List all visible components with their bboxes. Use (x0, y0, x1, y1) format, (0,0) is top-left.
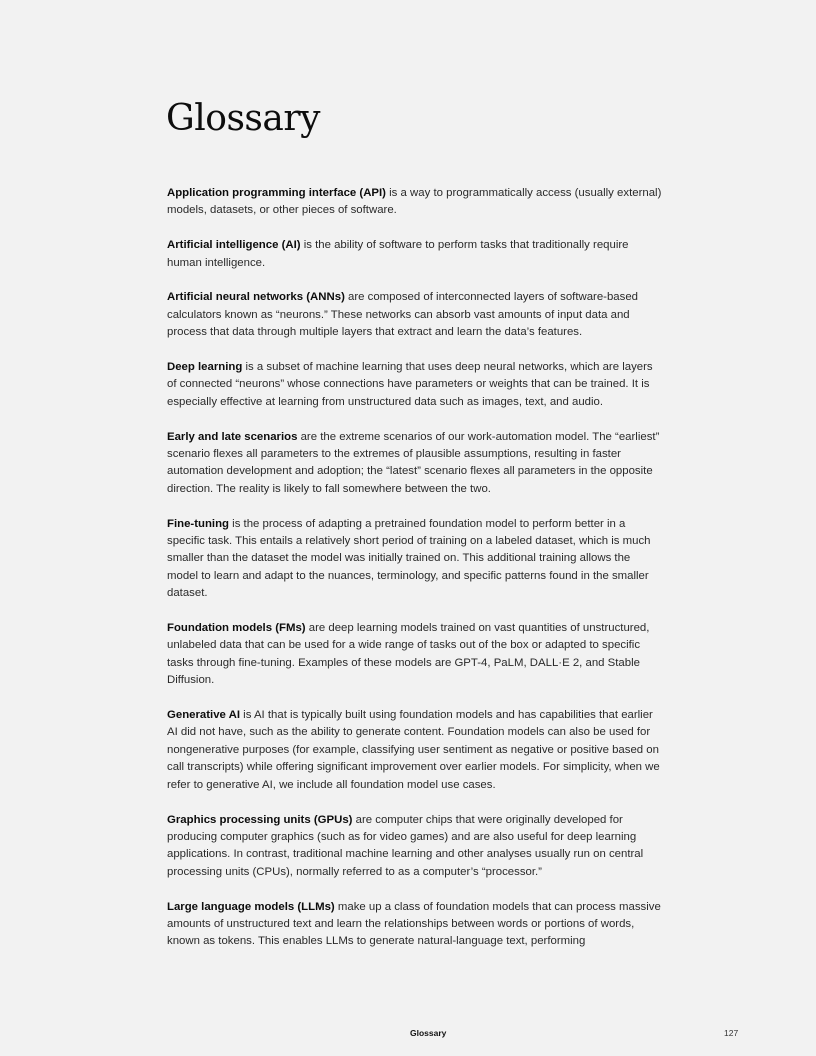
glossary-term: Graphics processing units (GPUs) (167, 813, 353, 826)
glossary-definition: is the ability of software to perform tasks that traditionally require human intelligence. (167, 239, 629, 269)
footer-section-label: Glossary (410, 1028, 447, 1038)
glossary-definition: is a subset of machine learning that uses deep neural networks, which are layers of connected “neurons” whose connections have parameters or weights that can be trained. It is especially effective at learning from unstructured data such as images, text, and audio. (167, 361, 653, 408)
glossary-term: Fine-tuning (167, 517, 229, 530)
glossary-term: Artificial neural networks (ANNs) (167, 291, 345, 304)
glossary-definition: are deep learning models trained on vast quantities of unstructured, unlabeled data that can be used for a wide range of tasks out of the box or adapted to specific tasks through fine-tuning. Examples of these models are GPT-4, PaLM, DALL·E 2, and Stable Diffusion. (167, 622, 650, 687)
glossary-entry (167, 899, 662, 951)
glossary-entry (167, 707, 662, 794)
glossary-term: Large language models (LLMs) (167, 900, 335, 913)
glossary-definition: make up a class of foundation models that can process massive amounts of unstructured text and learn the relationships between words or portions of words, known as tokens. This enables LLMs to generate natural-language text, performing (167, 900, 661, 948)
glossary-definition: are computer chips that were originally developed for producing computer graphics (such as for video games) and are also useful for deep learning applications. In contrast, traditional machine learning and other analyses usually run on central processing units (CPUs), normally referred to as a computer’s “processor.” (167, 813, 644, 878)
glossary-definition: is the process of adapting a pretrained foundation model to perform better in a specific task. This entails a relatively short period of training on a labeled dataset, which is much smaller than the dataset the model was initially trained on. This additional training allows the model to learn and adapt to the nuances, terminology, and specific patterns found in the smaller dataset. (167, 517, 651, 600)
glossary-term: Foundation models (FMs) (167, 622, 306, 635)
glossary-entry (167, 289, 662, 341)
glossary-entry (167, 185, 662, 220)
glossary-entry (167, 812, 662, 882)
glossary-term: Generative AI (167, 709, 241, 722)
page-number: 127 (724, 1028, 739, 1038)
glossary-entry (167, 429, 662, 499)
glossary-entry (167, 516, 662, 603)
glossary-term: Deep learning (167, 361, 243, 374)
glossary-entries (167, 185, 662, 968)
glossary-definition: is AI that is typically built using foundation models and has capabilities that earlier AI did not have, such as the ability to generate content. Foundation models can also be used for nongenerative purposes (for example, classifying user sentiment as negative or positive based on call transcripts) while offering significant improvement over earlier models. For simplicity, when we refer to generative AI, we include all foundation model use cases. (167, 709, 660, 791)
glossary-entry (167, 237, 662, 272)
glossary-term: Application programming interface (API) (167, 187, 386, 199)
page-title: Glossary (166, 98, 320, 139)
glossary-term: Artificial intelligence (AI) (167, 239, 301, 252)
glossary-definition: is a way to programmatically access (usually external) models, datasets, or other pieces of software. (167, 187, 662, 217)
glossary-term: Early and late scenarios (167, 430, 298, 443)
glossary-entry (167, 620, 662, 690)
glossary-definition: are composed of interconnected layers of software-based calculators known as “neurons.” These networks can absorb vast amounts of input data and process that data through multiple layers that extract and learn the data’s features. (167, 291, 639, 339)
glossary-definition: are the extreme scenarios of our work-automation model. The “earliest” scenario flexes all parameters to the extremes of plausible assumptions, resulting in faster automation development and adoption; the “latest” scenario flexes all parameters in the opposite direction. The reality is likely to fall somewhere between the two. (167, 430, 660, 495)
glossary-entry (167, 359, 662, 411)
